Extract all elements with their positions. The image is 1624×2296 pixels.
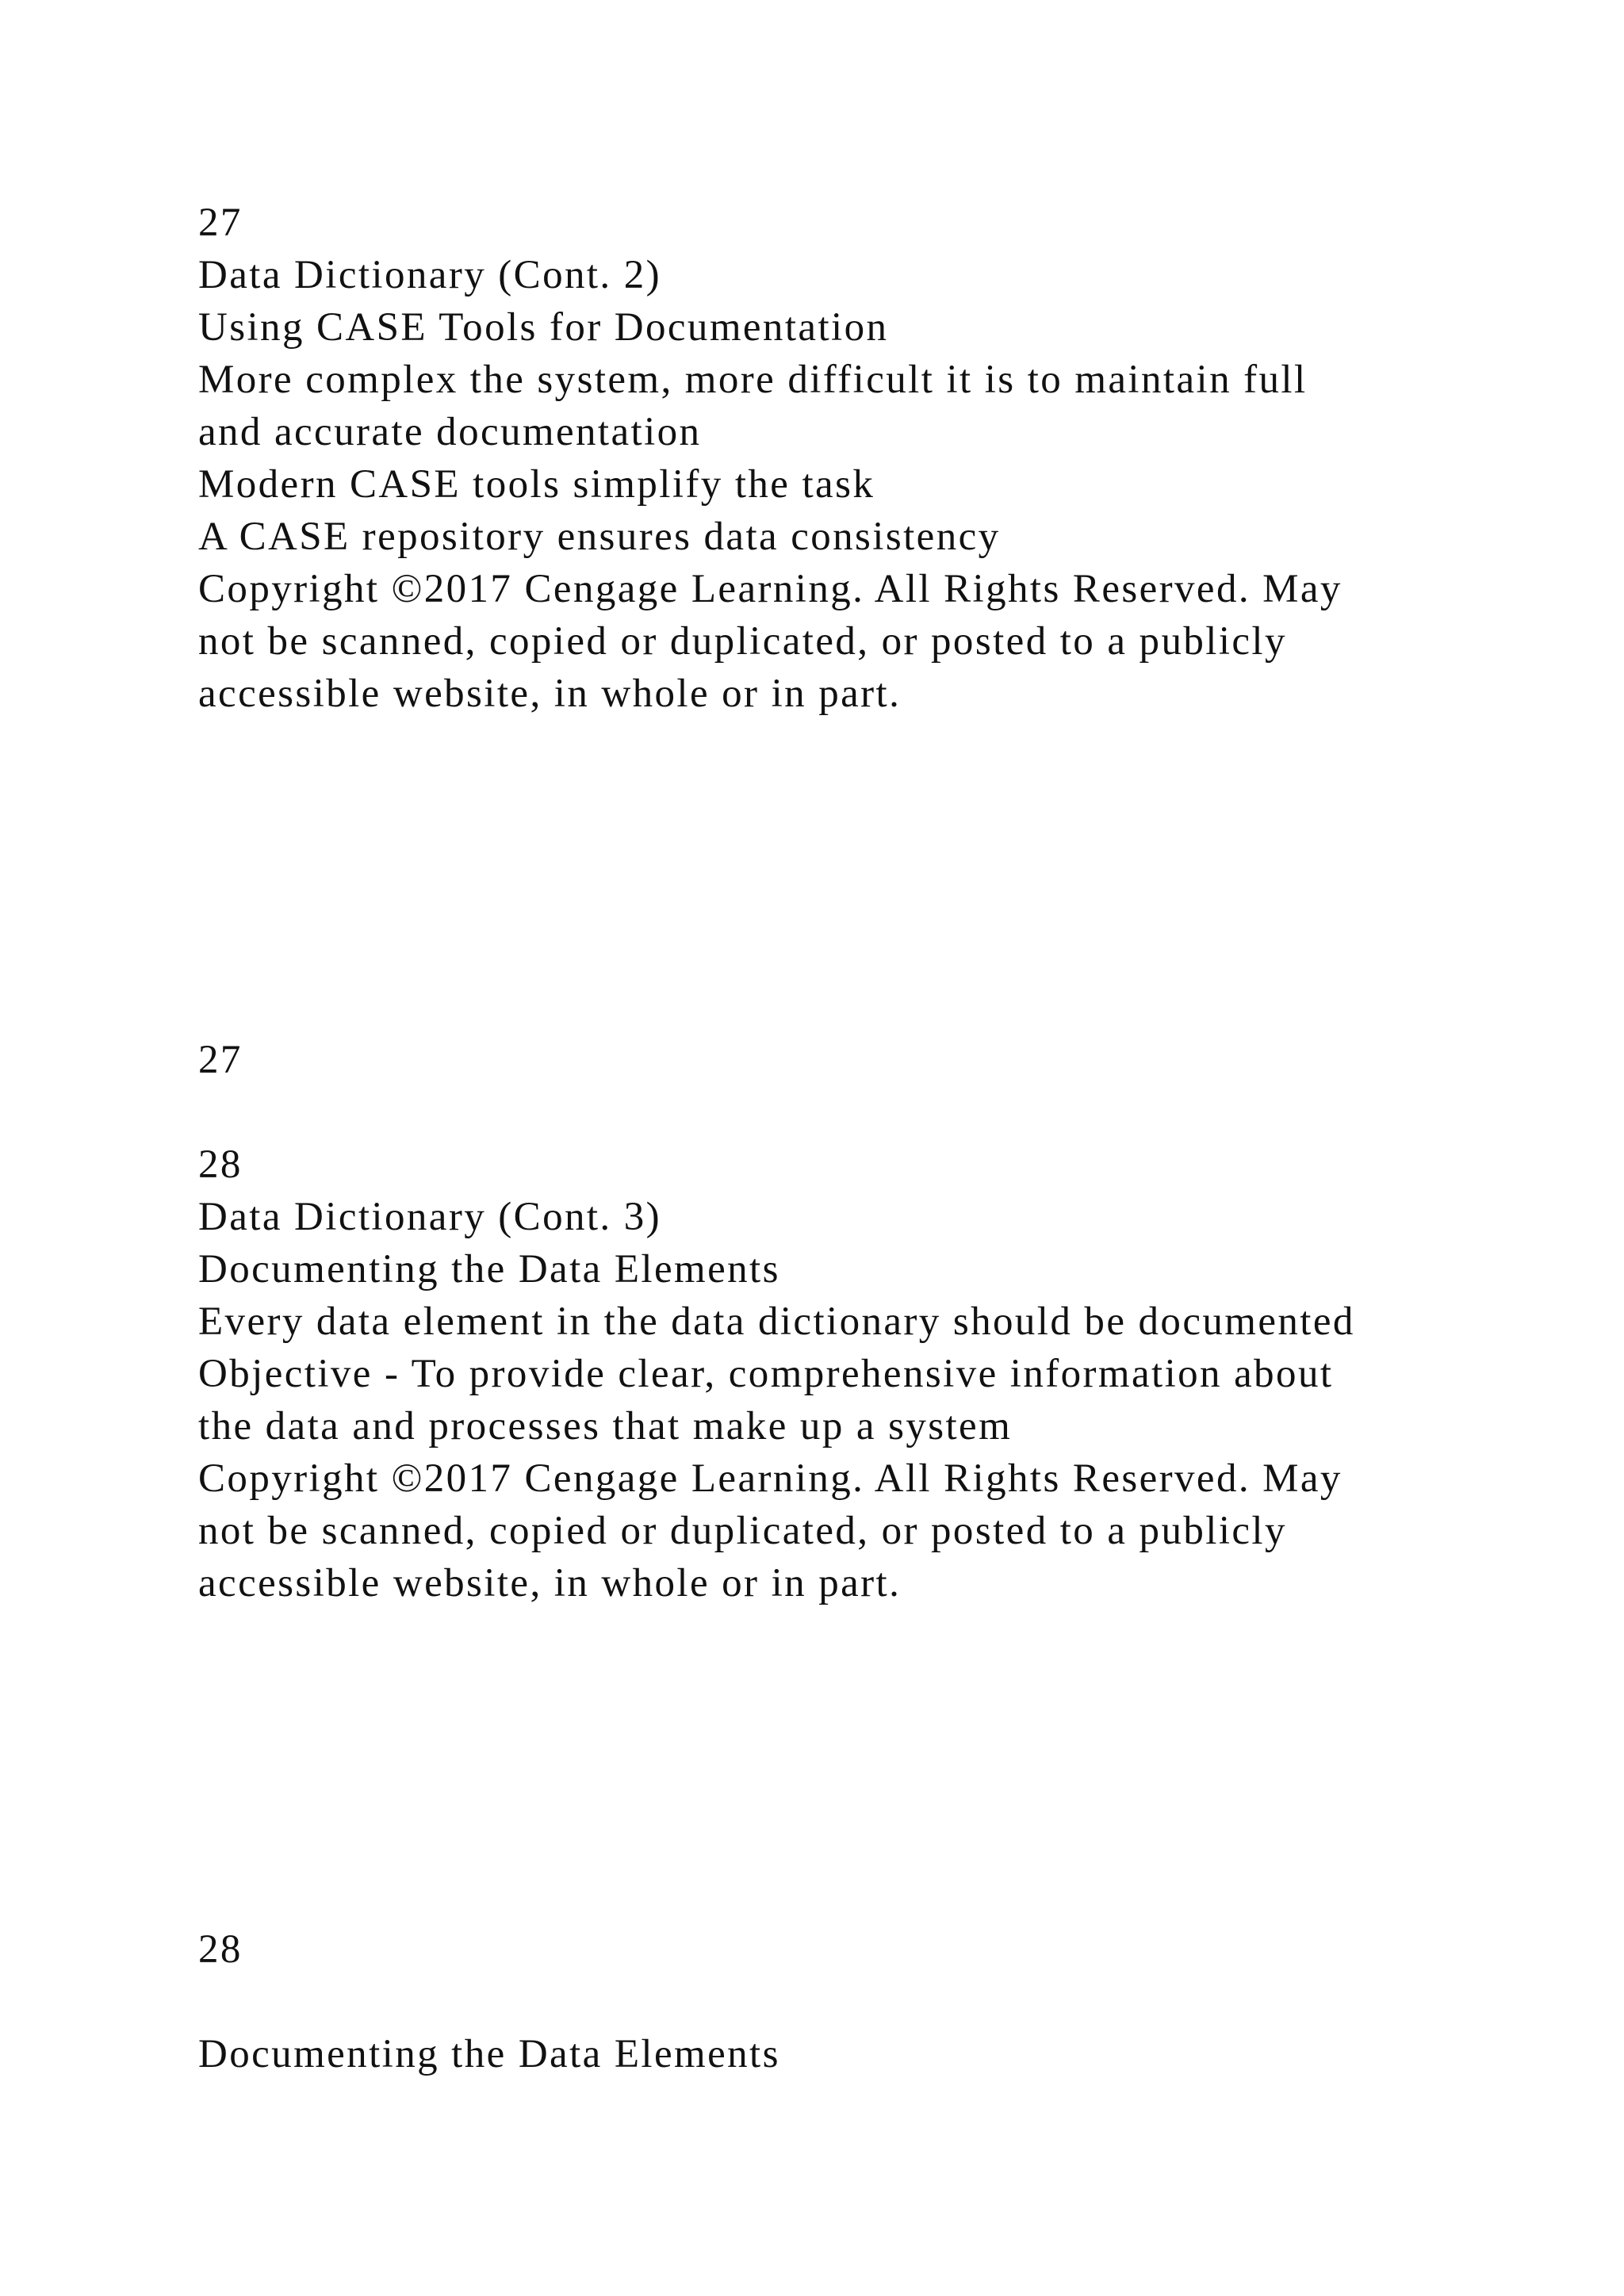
- section-heading: Documenting the Data Elements: [198, 2032, 780, 2076]
- footer-slide-number: 27: [198, 1038, 243, 1082]
- body-line: A CASE repository ensures data consistency: [198, 515, 1001, 559]
- slide-subtitle: Using CASE Tools for Documentation: [198, 305, 889, 350]
- copyright-line: accessible website, in whole or in part.: [198, 672, 902, 716]
- body-line: Every data element in the data dictionary should be documented: [198, 1299, 1355, 1344]
- slide-title: Data Dictionary (Cont. 2): [198, 253, 662, 297]
- slide-title: Data Dictionary (Cont. 3): [198, 1195, 662, 1239]
- slide-subtitle: Documenting the Data Elements: [198, 1247, 780, 1292]
- copyright-line: accessible website, in whole or in part.: [198, 1561, 902, 1605]
- copyright-line: Copyright ©2017 Cengage Learning. All Rights Reserved. May: [198, 567, 1342, 611]
- body-line: Modern CASE tools simplify the task: [198, 462, 875, 507]
- footer-slide-number: 28: [198, 1927, 243, 1972]
- slide-number: 28: [198, 1142, 243, 1187]
- copyright-line: not be scanned, copied or duplicated, or posted to a publicly: [198, 1509, 1287, 1553]
- body-line: More complex the system, more difficult it is to maintain full: [198, 358, 1308, 402]
- body-line: the data and processes that make up a system: [198, 1404, 1013, 1448]
- slide-number: 27: [198, 201, 243, 245]
- copyright-line: not be scanned, copied or duplicated, or posted to a publicly: [198, 619, 1287, 664]
- copyright-line: Copyright ©2017 Cengage Learning. All Rights Reserved. May: [198, 1456, 1342, 1501]
- body-line: Objective - To provide clear, comprehensive information about: [198, 1352, 1334, 1396]
- body-line: and accurate documentation: [198, 410, 702, 454]
